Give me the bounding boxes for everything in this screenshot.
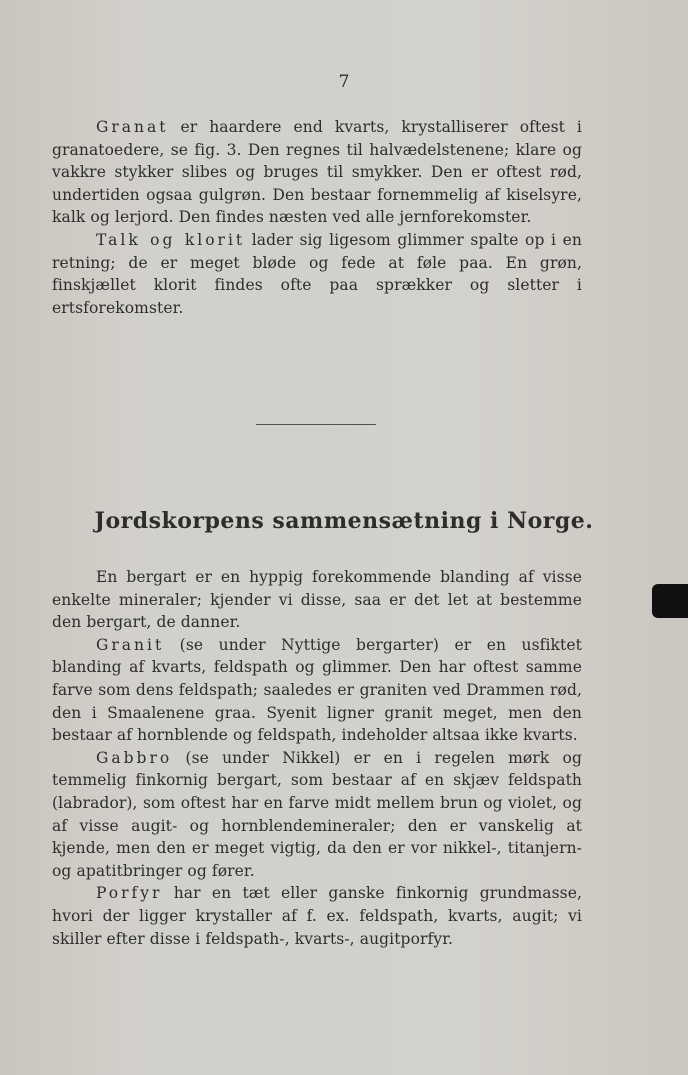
- paragraph-porfyr: [52, 882, 582, 950]
- paragraph-granat: [52, 116, 582, 229]
- section-divider: [256, 424, 376, 425]
- term-talk-klorit: Talk og klorit: [96, 230, 246, 249]
- term-gabbro: Gabbro: [96, 748, 173, 767]
- term-granit: Granit: [96, 635, 165, 654]
- paragraph-text: er haardere end kvarts, krystalliserer oftest i granatoedere, se fig. 3. Den regnes til halvædelstenene; klare og vakkre stykker slibes og bruges til smykker. Den er oftest rød, undertiden ogsaa gulgrøn. Den bestaar fornemmelig af kiselsyre, kalk og lerjord. Den findes næsten ved alle jernforekomster.: [52, 118, 582, 227]
- paragraph-text: (se under Nikkel) er en i regelen mørk og temmelig finkornig bergart, som bestaar af en skjæv feldspath (labrador), som oftest har en farve midt mellem brun og violet, og af visse augit- og hornblendemineraler; den er vanskelig at kjende, men den er meget vigtig, da den er vor nikkel-, titanjern- og apatitbringer og fører.: [52, 748, 582, 880]
- paragraph-gabbro: [52, 747, 582, 883]
- paragraph-bergart: [52, 566, 582, 634]
- paragraph-text: En bergart er en hyppig forekommende blanding af visse enkelte mineraler; kjender vi disse, saa er det let at bestemme den bergart, de danner.: [52, 568, 582, 632]
- term-porfyr: Porfyr: [96, 884, 163, 903]
- text-block-minerals: [52, 116, 582, 319]
- section-title: Jordskorpens sammensætning i Norge.: [94, 508, 594, 534]
- paragraph-text: (se under Nyttige bergarter) er en usfiktet blanding af kvarts, feldspath og glimmer. Den har oftest samme farve som dens feldspath; saaledes er graniten ved Drammen rød, den i Smaalenene graa. Syenit ligner granit meget, men den bestaar af hornblende og feldspath, indeholder altsaa ikke kvarts.: [52, 635, 582, 745]
- paragraph-granit: [52, 634, 582, 747]
- paragraph-text: lader sig ligesom glimmer spalte op i en retning; de er meget bløde og fede at føle paa. En grøn, finskjællet klorit findes ofte paa sprækker og sletter i ertsforekomster.: [52, 230, 582, 317]
- paragraph-text: har en tæt eller ganske finkornig grundmasse, hvori der ligger krystaller af f. ex. feldspath, kvarts, augit; vi skiller efter disse i feldspath-, kvarts-, augitporfyr.: [52, 884, 582, 948]
- text-block-bergarter: [52, 566, 582, 950]
- page-number: 7: [338, 72, 350, 92]
- paragraph-talk-klorit: [52, 229, 582, 319]
- term-granat: Granat: [96, 118, 169, 136]
- page-edge-tab-mark: [652, 584, 688, 618]
